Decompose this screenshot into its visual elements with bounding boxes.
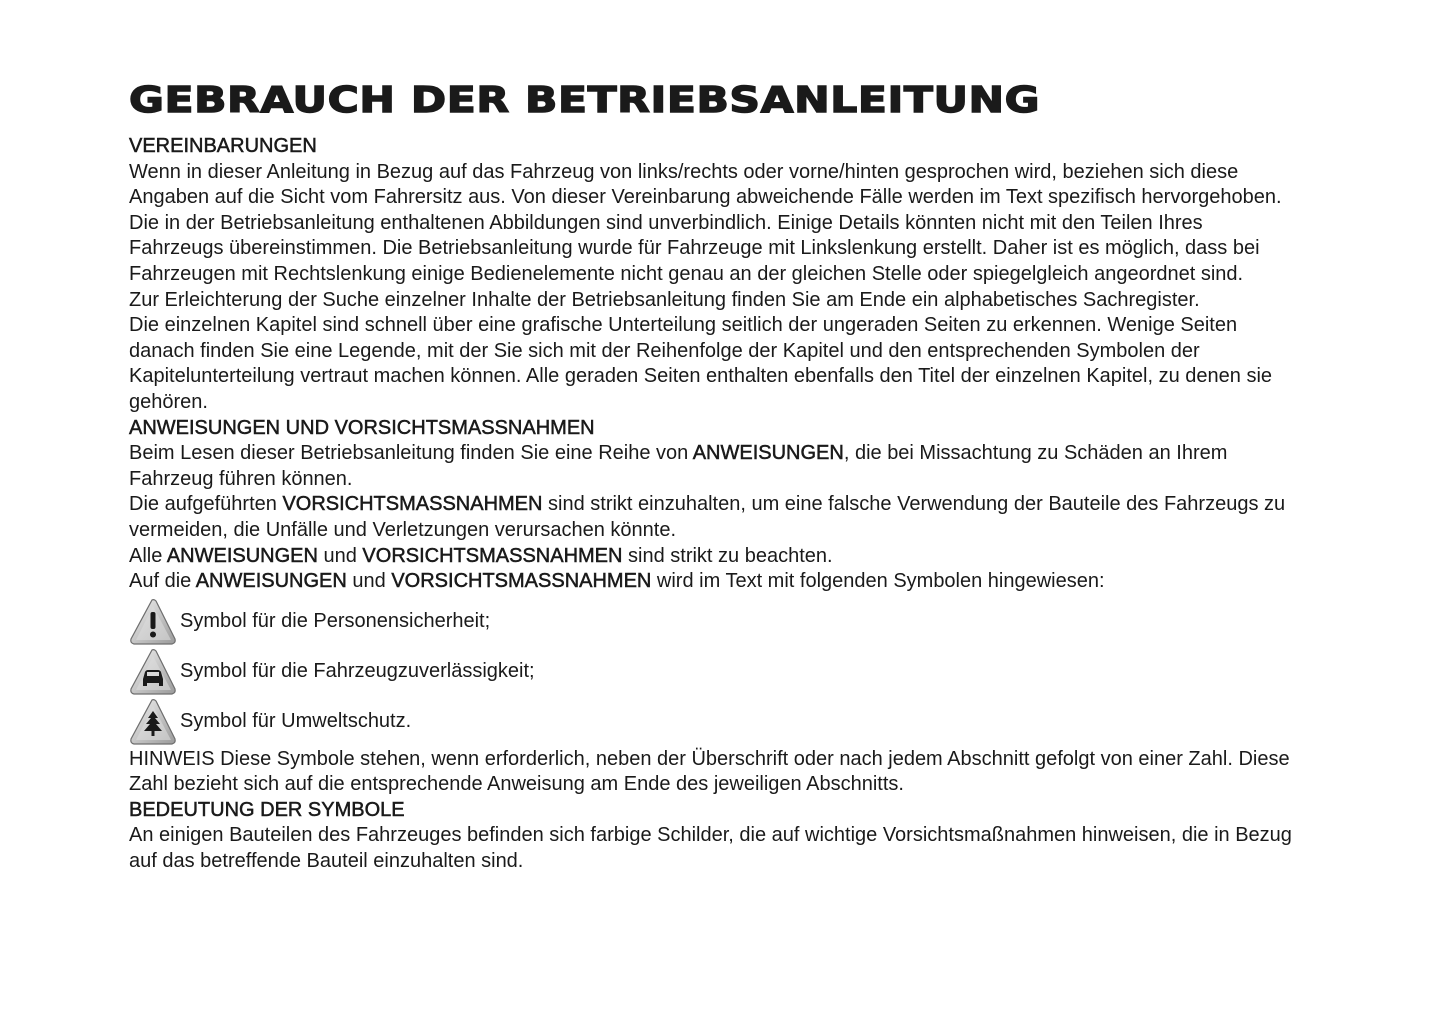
- symbol-row-environment: [128, 697, 1299, 747]
- symbol-label-vehicle-reliability: Symbol für die Fahrzeugzuverlässigkeit;: [180, 660, 535, 683]
- car-triangle-icon: [128, 647, 178, 697]
- note-paragraph: HINWEIS Diese Symbole stehen, wenn erforderlich, neben der Überschrift oder nach jedem Abschnitt gefolgt von einer Zahl. Diese Zahl bezieht sich auf die entsprechende Anweisung am Ende des jeweiligen Abschnitts.: [129, 747, 1290, 796]
- section-heading-meaning: BEDEUTUNG DER SYMBOLE: [129, 798, 405, 821]
- emphasis-anweisungen: ANWEISUNGEN: [166, 544, 318, 567]
- exclamation-triangle-icon: [128, 597, 178, 647]
- symbol-label-personal-safety: Symbol für die Personensicherheit;: [180, 610, 491, 633]
- meaning-paragraph-1: An einigen Bauteilen des Fahrzeuges befinden sich farbige Schilder, die auf wichtige Vorsichtsmaßnahmen hinweisen, die in Bezug auf das betreffende Bauteil einzuhalten sind.: [129, 824, 1292, 873]
- symbol-row-vehicle-reliability: [128, 647, 1299, 697]
- text-run: und: [317, 544, 363, 567]
- section-heading-conventions: VEREINBARUNGEN: [129, 135, 317, 157]
- text-run: Auf die: [129, 570, 196, 593]
- text-run: wird im Text mit folgenden Symbolen hingewiesen:: [651, 570, 1105, 593]
- conventions-paragraph-1: Wenn in dieser Anleitung in Bezug auf das Fahrzeug von links/rechts oder vorne/hinten gesprochen wird, beziehen sich diese Angaben auf die Sicht vom Fahrersitz aus. Von dieser Vereinbarung abweichende Fälle werden im Text spezifisch hervorgehoben.: [129, 160, 1282, 209]
- text-run: sind strikt einzuhalten, um eine falsche Verwendung der Bauteile des Fahrzeugs zu vermeiden, die Unfälle und Verletzungen verursachen könnte.: [129, 493, 1286, 541]
- warnings-paragraph-1: [129, 441, 1299, 492]
- text-run: Die aufgeführten: [129, 493, 283, 516]
- text-run: und: [346, 570, 392, 593]
- document-page: [129, 78, 1299, 875]
- warnings-paragraph-3: [129, 544, 1299, 570]
- symbol-row-personal-safety: [128, 597, 1299, 647]
- conventions-paragraph-2: Die in der Betriebsanleitung enthaltenen Abbildungen sind unverbindlich. Einige Details könnten nicht mit den Teilen Ihres Fahrzeugs übereinstimmen. Die Betriebsanleitung wurde für Fahrzeuge mit Linkslenkung erstellt. Daher ist es möglich, dass bei Fahrzeugen mit Rechtslenkung einige Bedienelemente nicht genau an der gleichen Stelle oder spiegelgleich angeordnet sind.: [129, 211, 1260, 285]
- warnings-paragraph-4: [129, 569, 1299, 595]
- section-heading-warnings: ANWEISUNGEN UND VORSICHTSMASSNAHMEN: [129, 416, 595, 439]
- emphasis-vorsichtsmassnahmen: VORSICHTSMASSNAHMEN: [362, 544, 623, 567]
- conventions-paragraph-3: Zur Erleichterung der Suche einzelner Inhalte der Betriebsanleitung finden Sie am Ende ein alphabetisches Sachregister.: [129, 288, 1200, 311]
- warnings-paragraph-2: [129, 492, 1299, 543]
- tree-triangle-icon: [128, 697, 178, 747]
- symbol-label-environment: Symbol für Umweltschutz.: [180, 710, 412, 733]
- page-title: GEBRAUCH DER BETRIEBSANLEITUNG: [129, 80, 1041, 121]
- emphasis-anweisungen: ANWEISUNGEN: [692, 442, 844, 465]
- text-run: sind strikt zu beachten.: [622, 544, 833, 567]
- text-run: , die bei Missachtung zu Schäden an Ihrem Fahrzeug führen können.: [129, 442, 1228, 490]
- emphasis-anweisungen: ANWEISUNGEN: [195, 570, 347, 593]
- text-run: Alle: [129, 544, 167, 567]
- conventions-paragraph-4: Die einzelnen Kapitel sind schnell über eine grafische Unterteilung seitlich der ungeraden Seiten zu erkennen. Wenige Seiten danach finden Sie eine Legende, mit der Sie sich mit der Reihenfolge der Kapitel und den entsprechenden Symbolen der Kapitelunterteilung vertraut machen können. Alle geraden Seiten enthalten ebenfalls den Titel der einzelnen Kapitel, zu denen sie gehören.: [129, 314, 1273, 413]
- emphasis-vorsichtsmassnahmen: VORSICHTSMASSNAHMEN: [391, 570, 652, 593]
- emphasis-vorsichtsmassnahmen: VORSICHTSMASSNAHMEN: [282, 493, 543, 516]
- text-run: Beim Lesen dieser Betriebsanleitung finden Sie eine Reihe von: [129, 442, 693, 465]
